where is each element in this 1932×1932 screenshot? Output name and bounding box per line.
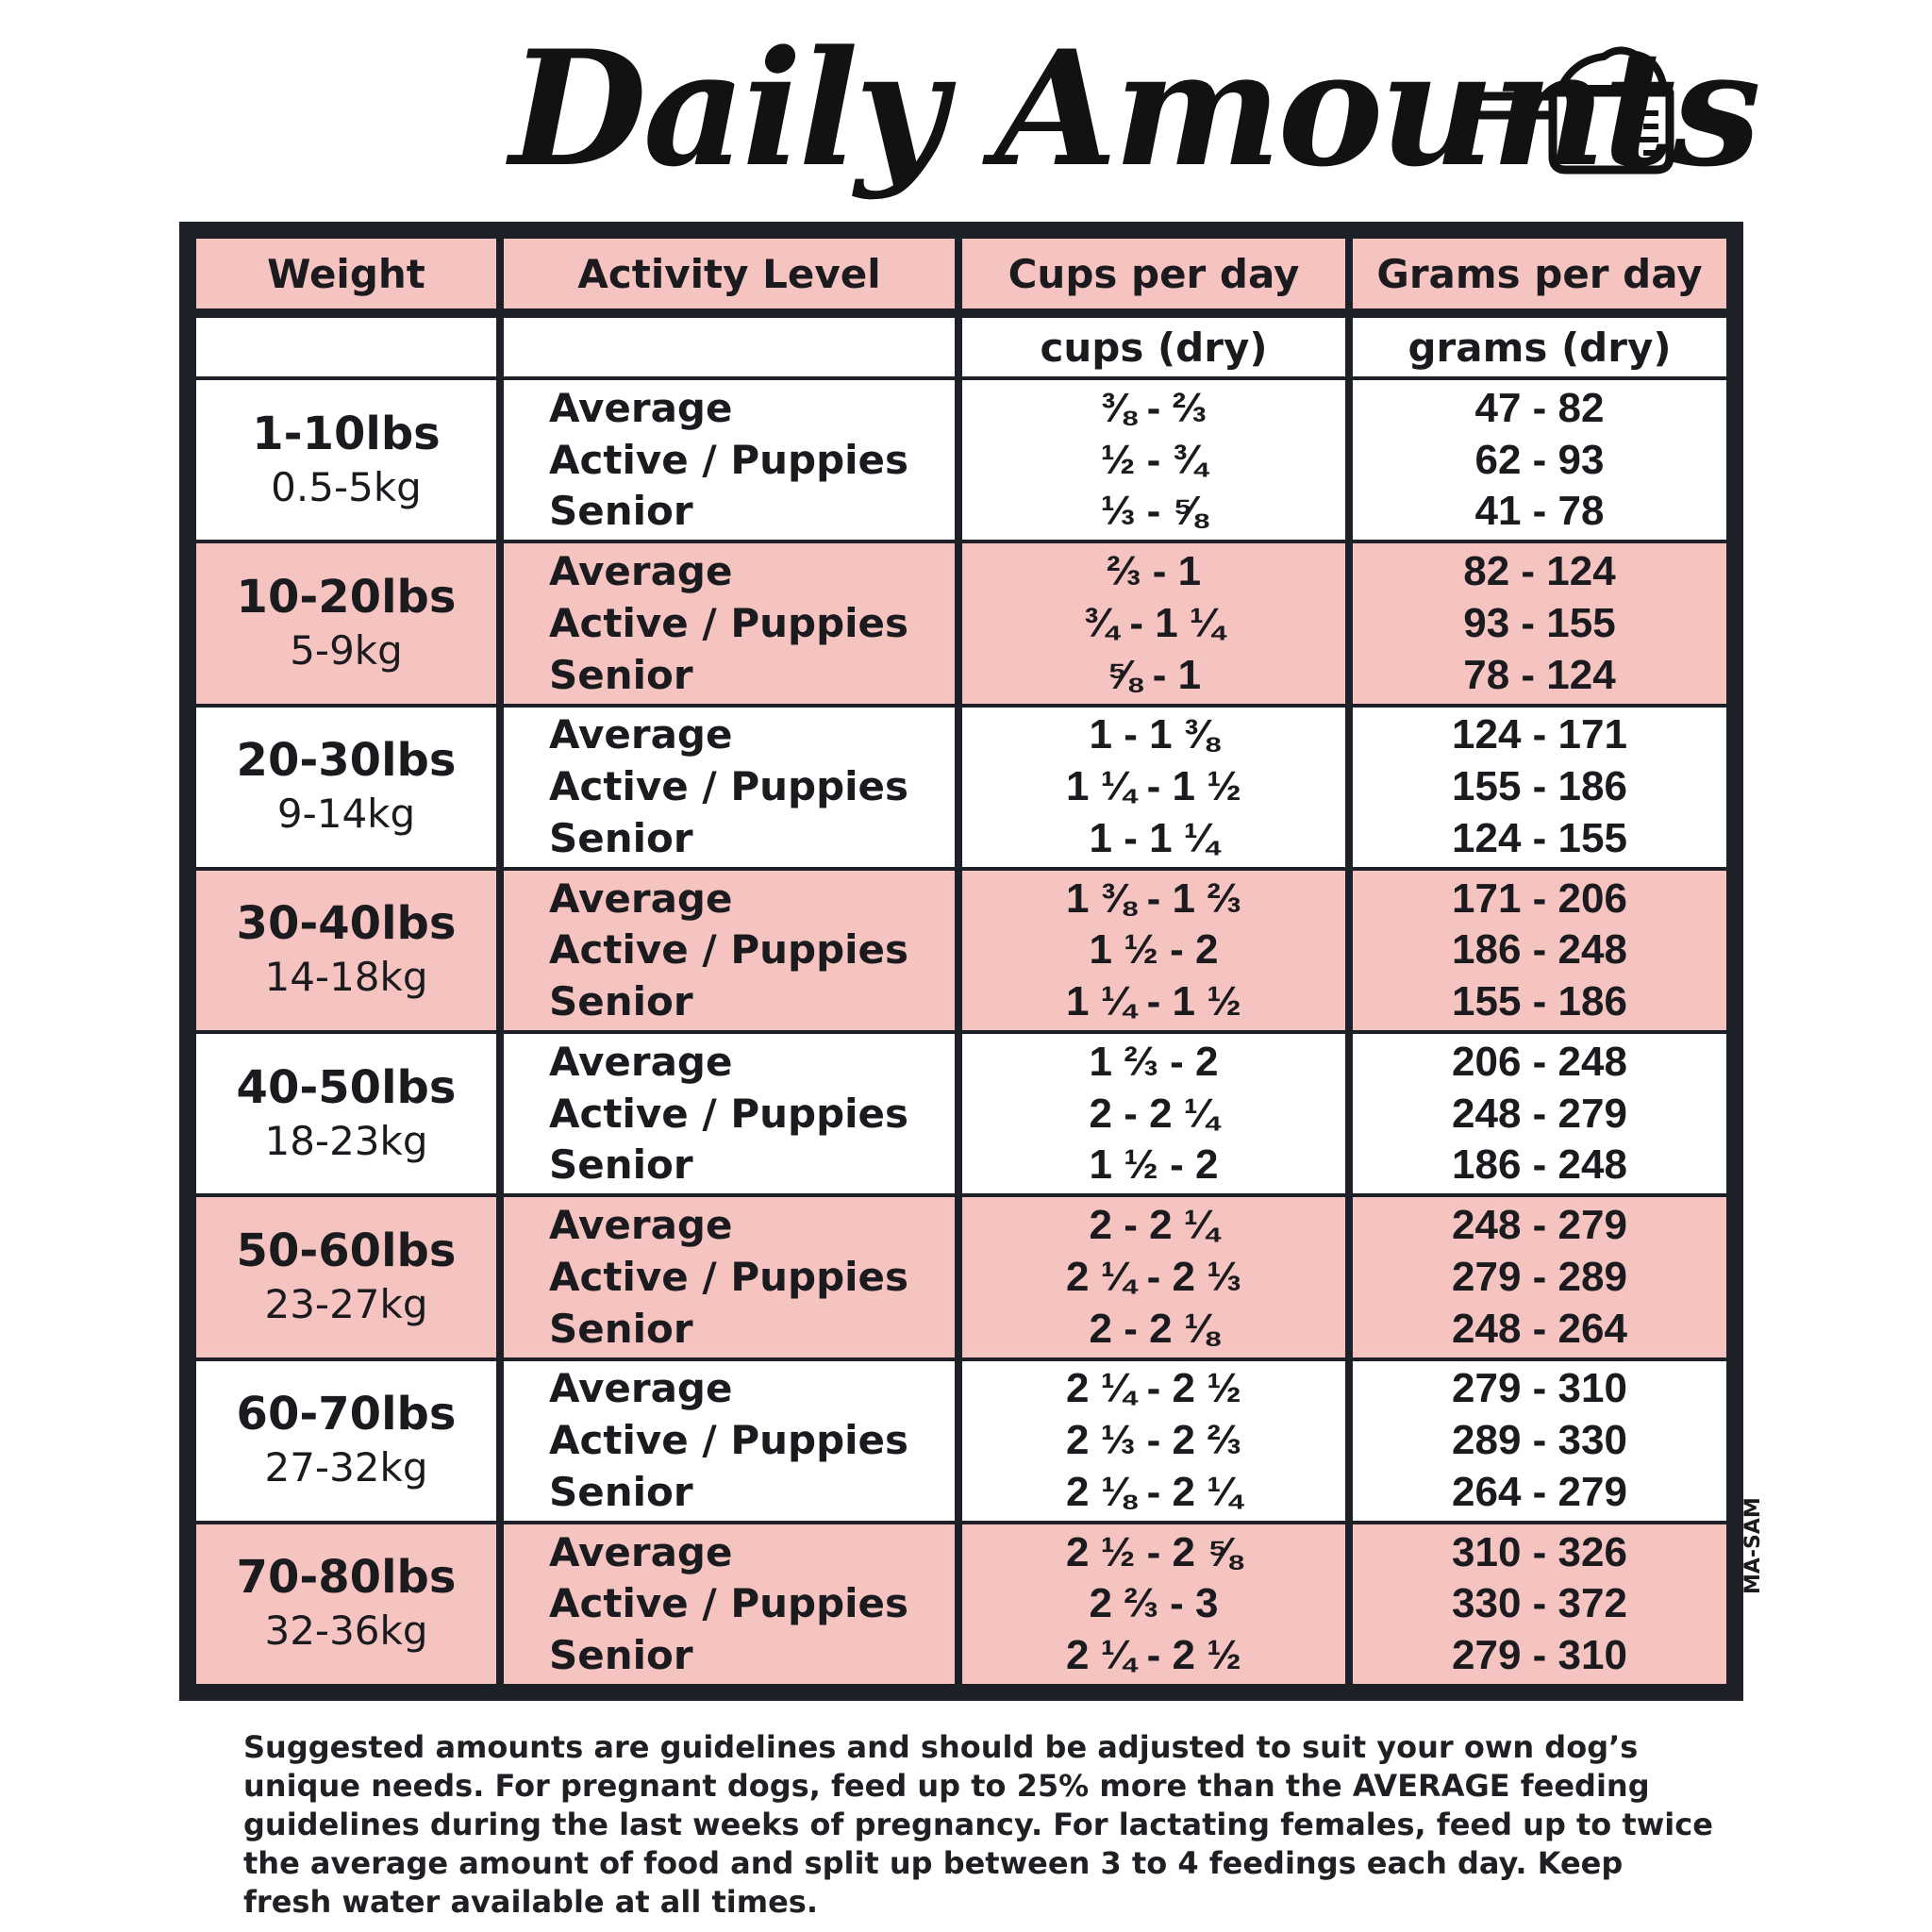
grams-value: 78 - 124 [1463,651,1616,698]
activity-level: Active / Puppies [549,1253,909,1300]
product-code: MA-SAM [1741,1497,1765,1594]
weight-kg: 27-32kg [264,1444,428,1491]
weight-cell [196,871,496,1030]
weight-kg: 14-18kg [264,954,428,1001]
cups-value: ⅜ - ⅔ [1100,384,1208,431]
grams-cell [1353,1524,1726,1684]
grams-value: 279 - 310 [1452,1632,1627,1679]
grams-value: 186 - 248 [1452,926,1627,974]
cups-value: 2 - 2 ⅛ [1089,1305,1219,1352]
grams-value: 330 - 372 [1452,1580,1627,1627]
cups-value: 1 - 1 ⅜ [1089,711,1219,758]
activity-level: Senior [549,1632,693,1679]
weight-kg: 5-9kg [290,626,403,674]
grams-cell [1353,1034,1726,1193]
header-weight: Weight [196,239,496,308]
cups-value: 2 ⅓ - 2 ⅔ [1066,1417,1241,1464]
cups-value: ⅝ - 1 [1106,651,1202,698]
feeding-table [179,222,1743,1701]
weight-cell [196,1034,496,1193]
subheader-activity [504,318,955,376]
grams-cell [1353,871,1726,1030]
weight-cell [196,1524,496,1684]
grams-cell [1353,708,1726,867]
weight-cell [196,543,496,703]
cups-value: ½ - ¾ [1100,436,1208,483]
grams-value: 47 - 82 [1474,384,1605,431]
cups-value: 1 ⅔ - 2 [1089,1038,1219,1085]
grams-value: 62 - 93 [1474,436,1605,483]
grams-value: 279 - 310 [1452,1365,1627,1412]
activity-level: Average [549,1202,733,1249]
grams-value: 248 - 279 [1452,1202,1627,1249]
activity-level: Average [549,1528,733,1575]
cups-value: 1 ½ - 2 [1089,926,1219,974]
cups-cell [962,1034,1345,1193]
activity-cell [504,1524,955,1684]
activity-level: Active / Puppies [549,599,909,646]
grams-value: 124 - 155 [1452,814,1627,861]
grams-cell [1353,1197,1726,1357]
subheader-cups-unit: cups (dry) [962,318,1345,376]
cups-value: 1 ¼ - 1 ½ [1066,978,1241,1025]
activity-cell [504,1034,955,1193]
activity-level: Active / Puppies [549,763,909,810]
cups-value: ⅔ - 1 [1106,548,1202,595]
activity-level: Average [549,711,733,758]
title-area [0,0,1932,217]
header-activity-level: Activity Level [504,239,955,308]
cups-cell [962,380,1345,540]
cups-value: 2 - 2 ¼ [1089,1202,1219,1249]
subheader-grams-unit: grams (dry) [1353,318,1726,376]
weight-cell [196,1361,496,1521]
cups-value: 1 - 1 ¼ [1089,814,1219,861]
weight-lbs: 10-20lbs [236,570,457,624]
activity-level: Senior [549,1141,693,1189]
activity-level: Average [549,874,733,922]
weight-kg: 9-14kg [276,791,416,838]
activity-level: Senior [549,1468,693,1515]
weight-kg: 0.5-5kg [271,463,422,510]
grams-value: 289 - 330 [1452,1417,1627,1464]
activity-level: Active / Puppies [549,926,909,974]
cups-value: 2 - 2 ¼ [1089,1090,1219,1137]
cups-value: 2 ¼ - 2 ½ [1066,1632,1241,1679]
activity-level: Senior [549,814,693,861]
weight-kg: 23-27kg [264,1280,428,1327]
activity-cell [504,1361,955,1521]
cups-value: 1 ½ - 2 [1089,1141,1219,1189]
feeding-table-grid [196,239,1726,1684]
cups-value: ⅓ - ⅝ [1100,488,1208,535]
grams-value: 93 - 155 [1463,599,1616,646]
weight-cell [196,708,496,867]
cups-value: 2 ½ - 2 ⅝ [1066,1528,1241,1575]
activity-cell [504,708,955,867]
activity-level: Senior [549,488,693,535]
weight-kg: 18-23kg [264,1117,428,1164]
cups-cell [962,1524,1345,1684]
activity-level: Active / Puppies [549,1090,909,1137]
activity-level: Senior [549,1305,693,1352]
activity-level: Average [549,1365,733,1412]
weight-lbs: 40-50lbs [236,1060,457,1114]
activity-cell [504,543,955,703]
cups-value: 2 ¼ - 2 ⅓ [1066,1253,1241,1300]
grams-value: 206 - 248 [1452,1038,1627,1085]
cups-value: 2 ⅔ - 3 [1089,1580,1219,1627]
cups-cell [962,708,1345,867]
activity-level: Average [549,548,733,595]
grams-cell [1353,543,1726,703]
cups-cell [962,1361,1345,1521]
grams-value: 248 - 279 [1452,1090,1627,1137]
activity-level: Average [549,384,733,431]
weight-cell [196,1197,496,1357]
grams-value: 248 - 264 [1452,1305,1627,1352]
cups-value: 2 ¼ - 2 ½ [1066,1365,1241,1412]
grams-value: 310 - 326 [1452,1528,1627,1575]
activity-cell [504,871,955,1030]
weight-lbs: 70-80lbs [236,1551,457,1605]
grams-value: 41 - 78 [1474,488,1605,535]
grams-cell [1353,1361,1726,1521]
weight-cell [196,380,496,540]
grams-value: 171 - 206 [1452,874,1627,922]
measuring-scoop-icon [1462,38,1679,179]
grams-value: 155 - 186 [1452,978,1627,1025]
grams-value: 279 - 289 [1452,1253,1627,1300]
weight-lbs: 1-10lbs [252,407,441,460]
activity-level: Senior [549,978,693,1025]
guideline-note: Suggested amounts are guidelines and should be adjusted to suit your own dog’s unique needs. For pregnant dogs, feed up to 25% more than the AVERAGE feeding guidelines during the last weeks of pregnancy. For lactating females, feed up to twice the average amount of food and split up between 3 to 4 feedings each day. Keep fresh water available at all times. [243,1729,1713,1920]
cups-value: ¾ - 1 ¼ [1083,599,1224,646]
grams-cell [1353,380,1726,540]
page-title: Daily Amounts [509,15,1757,202]
cups-value: 1 ¼ - 1 ½ [1066,763,1241,810]
activity-level: Active / Puppies [549,1580,909,1627]
cups-cell [962,871,1345,1030]
activity-cell [504,1197,955,1357]
header-cups-per-day: Cups per day [962,239,1345,308]
cups-value: 1 ⅜ - 1 ⅔ [1066,874,1241,922]
grams-value: 264 - 279 [1452,1468,1627,1515]
cups-cell [962,1197,1345,1357]
header-grams-per-day: Grams per day [1353,239,1726,308]
activity-level: Senior [549,651,693,698]
weight-kg: 32-36kg [264,1607,428,1655]
activity-cell [504,380,955,540]
grams-value: 124 - 171 [1452,711,1627,758]
cups-cell [962,543,1345,703]
activity-level: Average [549,1038,733,1085]
grams-value: 82 - 124 [1463,548,1616,595]
subheader-weight [196,318,496,376]
grams-value: 186 - 248 [1452,1141,1627,1189]
weight-lbs: 20-30lbs [236,734,457,788]
cups-value: 2 ⅛ - 2 ¼ [1066,1468,1241,1515]
activity-level: Active / Puppies [549,1417,909,1464]
weight-lbs: 60-70lbs [236,1388,457,1441]
weight-lbs: 30-40lbs [236,897,457,951]
weight-lbs: 50-60lbs [236,1224,457,1277]
activity-level: Active / Puppies [549,436,909,483]
grams-value: 155 - 186 [1452,763,1627,810]
